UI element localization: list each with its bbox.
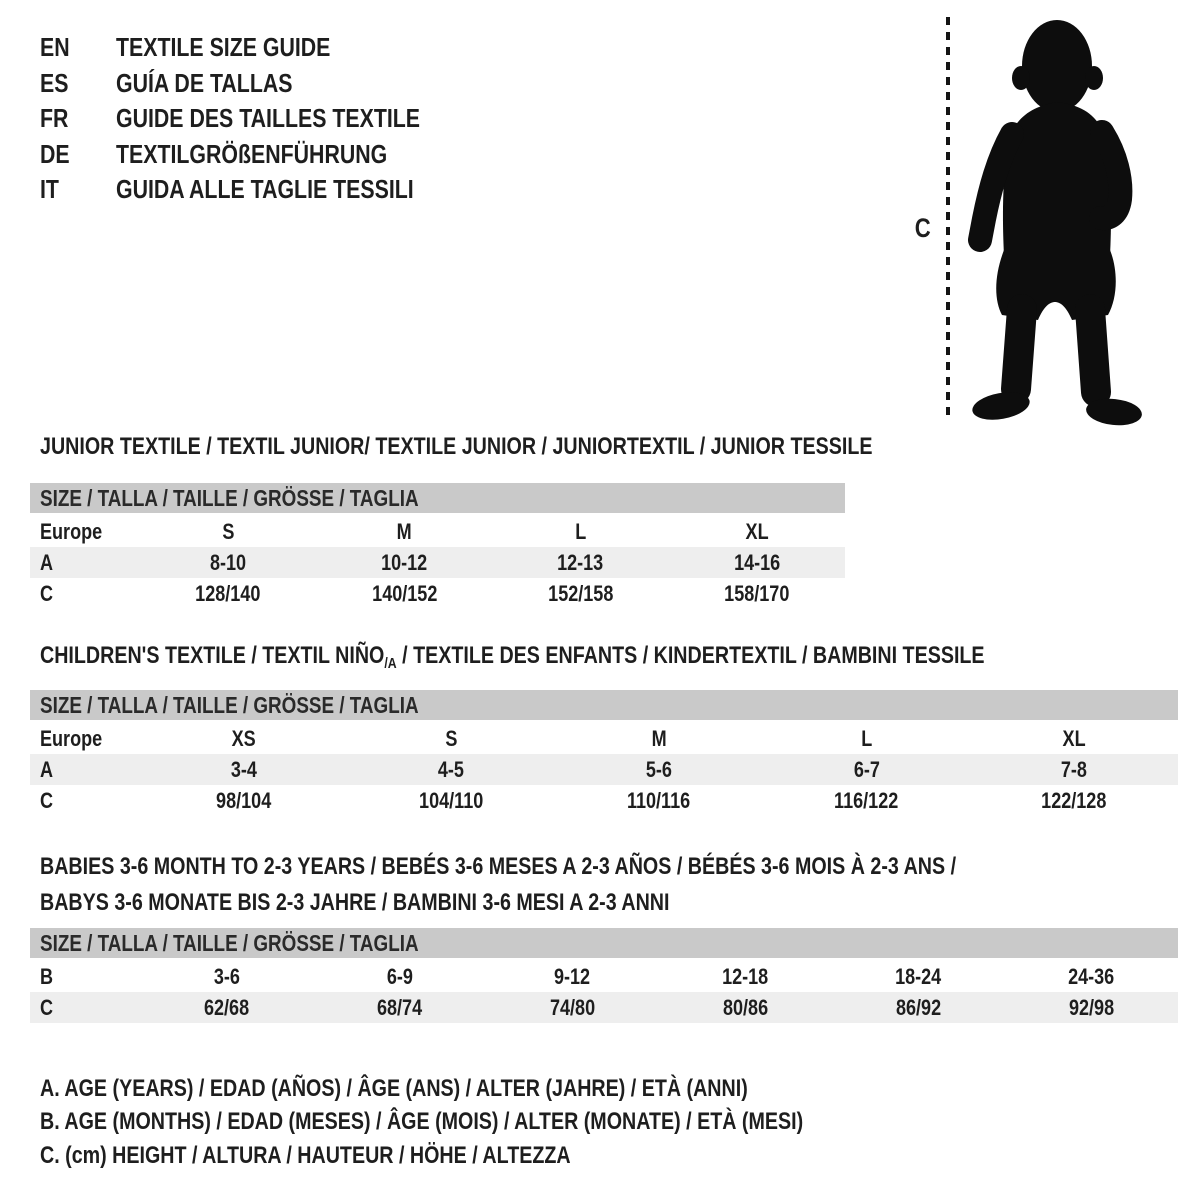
babies-size-table bbox=[30, 928, 1178, 1023]
language-code: ES bbox=[40, 67, 69, 98]
age-cell: 12-18 bbox=[722, 963, 769, 989]
age-cell: 3-4 bbox=[230, 756, 257, 782]
height-measure-label: C bbox=[914, 213, 931, 243]
size-cell: M bbox=[396, 518, 412, 544]
language-code: FR bbox=[40, 103, 69, 134]
table-row-europe bbox=[30, 723, 1178, 754]
size-cell: S bbox=[445, 725, 458, 751]
toddler-silhouette-image bbox=[960, 14, 1150, 426]
height-cell: 104/110 bbox=[419, 787, 484, 813]
height-cell: 68/74 bbox=[376, 994, 423, 1020]
age-cell: 8-10 bbox=[210, 549, 247, 575]
table-row-age bbox=[30, 754, 1178, 785]
size-cell: XL bbox=[745, 518, 769, 544]
title-subscript: /A bbox=[384, 655, 397, 672]
table-row-age bbox=[30, 547, 845, 578]
height-cell: 98/104 bbox=[216, 787, 272, 813]
legend-line-b: B. AGE (MONTHS) / EDAD (MESES) / ÂGE (MOIS) / ALTER (MONATE) / ETÀ (MESI) bbox=[40, 1108, 804, 1136]
language-code: EN bbox=[40, 32, 70, 63]
age-cell: 9-12 bbox=[554, 963, 591, 989]
age-cell: 5-6 bbox=[645, 756, 673, 782]
height-cell: 92/98 bbox=[1068, 994, 1115, 1020]
junior-section-title: JUNIOR TEXTILE / TEXTIL JUNIOR/ TEXTILE JUNIOR / JUNIORTEXTIL / JUNIOR TESSILE bbox=[40, 433, 873, 460]
junior-size-table bbox=[30, 483, 845, 609]
size-header-bar: SIZE / TALLA / TAILLE / GRÖSSE / TAGLIA bbox=[30, 690, 1178, 720]
size-cell: S bbox=[222, 518, 235, 544]
age-cell: 12-13 bbox=[557, 549, 604, 575]
table-row-height bbox=[30, 578, 845, 609]
language-title: TEXTILGRÖßENFÜHRUNG bbox=[116, 138, 388, 169]
row-label: A bbox=[40, 549, 54, 575]
language-row-de bbox=[40, 137, 487, 173]
language-title: GUIDE DES TAILLES TEXTILE bbox=[116, 103, 421, 134]
size-cell: L bbox=[861, 725, 873, 751]
height-cell: 116/122 bbox=[834, 787, 899, 813]
age-cell: 10-12 bbox=[381, 549, 428, 575]
age-cell: 4-5 bbox=[438, 756, 465, 782]
row-label: C bbox=[40, 787, 54, 813]
age-cell: 14-16 bbox=[733, 549, 780, 575]
height-cell: 128/140 bbox=[195, 580, 261, 606]
size-cell: L bbox=[575, 518, 587, 544]
height-cell: 152/158 bbox=[548, 580, 614, 606]
row-label: C bbox=[40, 580, 54, 606]
language-row-es bbox=[40, 66, 487, 102]
children-section-title: CHILDREN'S TEXTILE / TEXTIL $NIÑO_{/A}$ / TEXTILE DES ENFANTS / KINDERTEXTIL / BAMBINI TESSILE bbox=[40, 642, 985, 672]
table-row-height bbox=[30, 992, 1178, 1023]
size-header-bar: SIZE / TALLA / TAILLE / GRÖSSE / TAGLIA bbox=[30, 483, 845, 513]
language-title: GUÍA DE TALLAS bbox=[116, 67, 293, 98]
size-cell: XL bbox=[1062, 725, 1086, 751]
language-title: TEXTILE SIZE GUIDE bbox=[116, 32, 331, 63]
age-cell: 3-6 bbox=[213, 963, 240, 989]
row-label: C bbox=[40, 994, 54, 1020]
height-cell: 122/128 bbox=[1041, 787, 1107, 813]
legend-line-a: A. AGE (YEARS) / EDAD (AÑOS) / ÂGE (ANS) / ALTER (JAHRE) / ETÀ (ANNI) bbox=[40, 1074, 748, 1102]
children-size-table bbox=[30, 690, 1178, 816]
language-title: GUIDA ALLE TAGLIE TESSILI bbox=[116, 174, 414, 205]
size-header-bar: SIZE / TALLA / TAILLE / GRÖSSE / TAGLIA bbox=[30, 928, 1178, 958]
row-label: Europe bbox=[40, 518, 103, 544]
language-row-fr bbox=[40, 101, 487, 137]
table-row-age-months bbox=[30, 961, 1178, 992]
height-measure-dashed-line bbox=[946, 17, 950, 415]
age-cell: 18-24 bbox=[895, 963, 942, 989]
height-cell: 80/86 bbox=[722, 994, 769, 1020]
language-title-list bbox=[40, 30, 487, 208]
age-cell: 6-9 bbox=[386, 963, 413, 989]
table-row-europe bbox=[30, 516, 845, 547]
language-code: IT bbox=[40, 174, 59, 205]
age-cell: 6-7 bbox=[853, 756, 880, 782]
size-cell: XS bbox=[231, 725, 256, 751]
height-cell: 74/80 bbox=[549, 994, 596, 1020]
height-cell: 86/92 bbox=[895, 994, 942, 1020]
age-cell: 7-8 bbox=[1061, 756, 1088, 782]
row-label: Europe bbox=[40, 725, 103, 751]
toddler-silhouette-svg bbox=[960, 14, 1150, 426]
height-cell: 158/170 bbox=[724, 580, 790, 606]
height-cell: 110/116 bbox=[627, 787, 691, 813]
language-row-en bbox=[40, 30, 487, 66]
row-label: A bbox=[40, 756, 54, 782]
row-label: B bbox=[40, 963, 54, 989]
language-code: DE bbox=[40, 138, 70, 169]
height-cell: 140/152 bbox=[371, 580, 437, 606]
language-row-it bbox=[40, 172, 487, 208]
height-cell: 62/68 bbox=[203, 994, 250, 1020]
babies-section-title: BABIES 3-6 MONTH TO 2-3 YEARS / BEBÉS 3-6 MESES A 2-3 AÑOS / BÉBÉS 3-6 MOIS À 2-3 ANS / BABYS 3-6 MONATE BIS 2-3 JAHRE / BAMBINI 3-6 MESI A 2-3 ANNI bbox=[40, 853, 957, 916]
size-cell: M bbox=[651, 725, 667, 751]
table-row-height bbox=[30, 785, 1178, 816]
age-cell: 24-36 bbox=[1068, 963, 1115, 989]
measure-legend bbox=[40, 1072, 971, 1173]
legend-line-c: C. (cm) HEIGHT / ALTURA / HAUTEUR / HÖHE / ALTEZZA bbox=[40, 1141, 571, 1169]
